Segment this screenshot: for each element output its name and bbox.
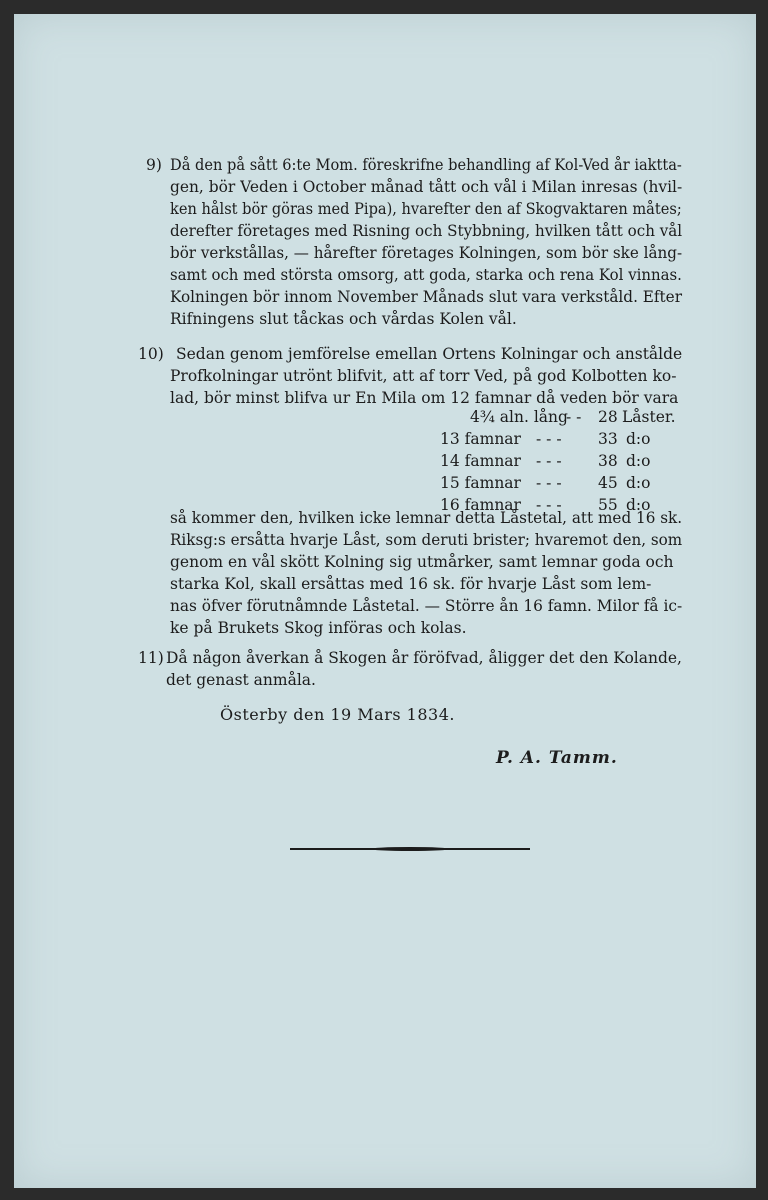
text-line: lad, bör minst blifva ur En Mila om 12 famnar då veden bör vara (170, 389, 679, 407)
text-line: Då den på sått 6:te Mom. föreskrifne behandling af Kol-Ved år iakttа- (170, 156, 682, 174)
paragraph-number: 10) (138, 345, 164, 363)
text-line: ken hålst bör göras med Pipa), hvarefter den af Skogvaktaren måtes; (170, 200, 682, 218)
row-value: 28 (598, 408, 618, 426)
text-line: derefter företages med Risning och Stybbning, hvilken tått och vål (170, 222, 683, 240)
row-label: 4¾ aln. lång (470, 408, 568, 426)
row-label: 16 famnar (440, 496, 521, 514)
row-label: 13 famnar (440, 430, 521, 448)
row-unit: d:o (626, 430, 651, 448)
row-label: 15 famnar (440, 474, 521, 492)
decorative-rule (290, 848, 530, 850)
text-line: starka Kol, skall ersåttas med 16 sk. för hvarje Låst som lem- (170, 575, 652, 593)
text-line: ke på Brukets Skog införas och kolas. (170, 619, 467, 637)
text-line: gen, bör Veden i October månad tått och vål i Milan inresas (hvil- (170, 178, 683, 196)
text-line: nas öfver förutnåmnde Låstetal. — Större ån 16 famn. Milor få ic- (170, 597, 683, 615)
text-line: bör verkstållas, — hårefter företages Kolningen, som bör ske lång- (170, 244, 683, 262)
text-line: Riksg:s ersåtta hvarje Låst, som deruti brister; hvaremot den, som (170, 531, 683, 549)
text-line: det genast anmåla. (166, 671, 316, 689)
paragraph-number: 11) (138, 649, 164, 667)
row-dashes: - - - (536, 496, 562, 514)
row-unit: d:o (626, 474, 651, 492)
row-value: 55 (598, 496, 618, 514)
row-dashes: - - - (536, 430, 562, 448)
signature: P. A. Tamm. (496, 748, 618, 768)
text-line: så kommer den, hvilken icke lemnar detta Låstetal, att med 16 sk. (170, 509, 683, 527)
row-value: 33 (598, 430, 618, 448)
row-dashes: - - (566, 408, 582, 426)
row-label: 14 famnar (440, 452, 521, 470)
text-line: genom en vål skött Kolning sig utmårker, samt lemnar goda och (170, 553, 674, 571)
text-line: Sedan genom jemförelse emellan Ortens Kolningar och anstålde (176, 345, 683, 363)
row-dashes: - - - (536, 474, 562, 492)
row-value: 45 (598, 474, 618, 492)
text-line: Profkolningar utrönt blifvit, att af torr Ved, på god Kolbotten ko- (170, 367, 677, 385)
row-value: 38 (598, 452, 618, 470)
place-date: Österby den 19 Mars 1834. (220, 705, 455, 724)
row-unit: d:o (626, 496, 651, 514)
paragraph-number: 9) (146, 156, 162, 174)
text-line: samt och med största omsorg, att goda, starka och rena Kol vinnas. (170, 266, 682, 284)
row-unit: Låster. (622, 408, 676, 426)
text-line: Kolningen bör innom November Månads slut vara verkståld. Efter (170, 288, 683, 306)
row-unit: d:o (626, 452, 651, 470)
text-line: Rifningens slut tåckas och vårdas Kolen vål. (170, 310, 517, 328)
text-line: Då någon åverkan å Skogen år föröfvad, åligger det den Kolande, (166, 649, 682, 667)
row-dashes: - - - (536, 452, 562, 470)
